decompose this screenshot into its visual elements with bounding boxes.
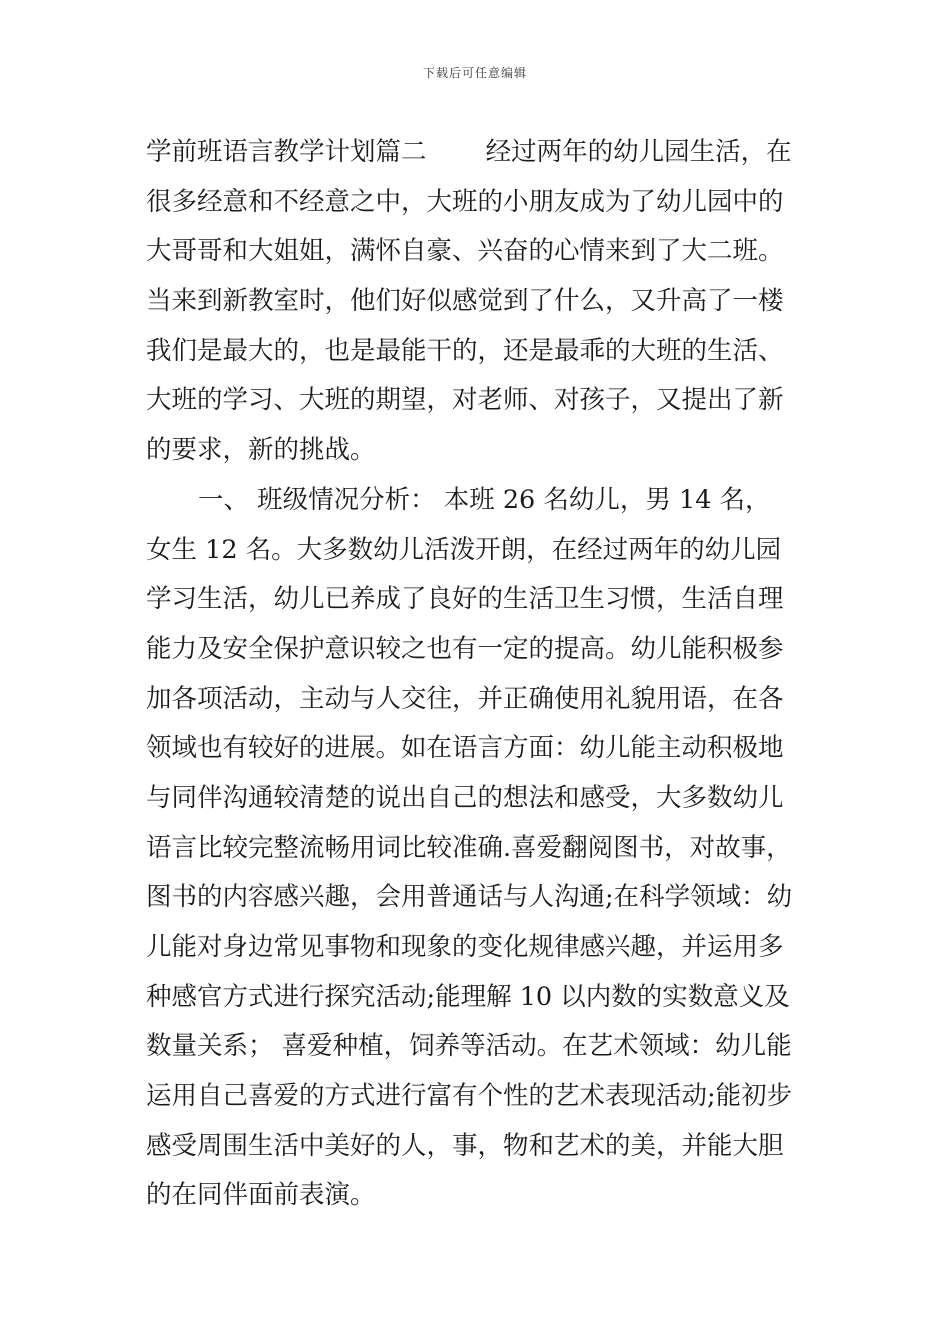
text-line: 图书的内容感兴趣，会用普通话与人沟通;在科学领域：幼 (146, 882, 793, 913)
text-line: 儿能对身边常见事物和现象的变化规律感兴趣，并运用多 (146, 932, 784, 962)
text-line: 加各项活动，主动与人交往，并正确使用礼貌用语，在各 (146, 683, 784, 714)
text-line: 能力及安全保护意识较之也有一定的提高。幼儿能积极参 (146, 633, 784, 664)
document-body (146, 128, 816, 1221)
text-line: 学前班语言教学计划篇二 经过两年的幼儿园生活，在 (146, 137, 792, 167)
text-line: 种感官方式进行探究活动;能理解 10 以内数的实数意义及 (146, 981, 790, 1012)
text-line: 很多经意和不经意之中，大班的小朋友成为了幼儿园中的 (146, 186, 784, 217)
page-header: 下载后可任意编辑 (422, 66, 527, 80)
text-line: 领域也有较好的进展。如在语言方面：幼儿能主动积极地 (146, 733, 784, 764)
text-line: 数量关系； 喜爱种植，饲养等活动。在艺术领域：幼儿能 (146, 1031, 792, 1062)
text-line: 运用自己喜爱的方式进行富有个性的艺术表现活动;能初步 (146, 1081, 793, 1112)
section-heading-line: 一、 班级情况分析： 本班 26 名幼儿，男 14 名， (198, 484, 771, 515)
text-line: 大班的学习、大班的期望，对老师、对孩子，又提出了新 (146, 385, 784, 416)
text-line: 我们是最大的，也是最能干的，还是最乖的大班的生活、 (146, 335, 784, 366)
text-line: 语言比较完整流畅用词比较准确.喜爱翻阅图书，对故事， (146, 832, 792, 863)
text-line: 的要求，新的挑战。 (146, 435, 376, 466)
text-line: 大哥哥和大姐姐，满怀自豪、兴奋的心情来到了大二班。 (146, 236, 784, 267)
text-line: 感受周围生活中美好的人，事，物和艺术的美，并能大胆 (146, 1130, 784, 1161)
text-line: 学习生活，幼儿已养成了良好的生活卫生习惯，生活自理 (146, 584, 784, 615)
text-line: 女生 12 名。大多数幼儿活泼开朗，在经过两年的幼儿园 (146, 534, 782, 565)
text-line: 的在同伴面前表演。 (146, 1180, 376, 1211)
text-line: 与同伴沟通较清楚的说出自己的想法和感受，大多数幼儿 (146, 782, 784, 813)
text-line: 当来到新教室时，他们好似感觉到了什么，又升高了一楼 (146, 286, 784, 317)
